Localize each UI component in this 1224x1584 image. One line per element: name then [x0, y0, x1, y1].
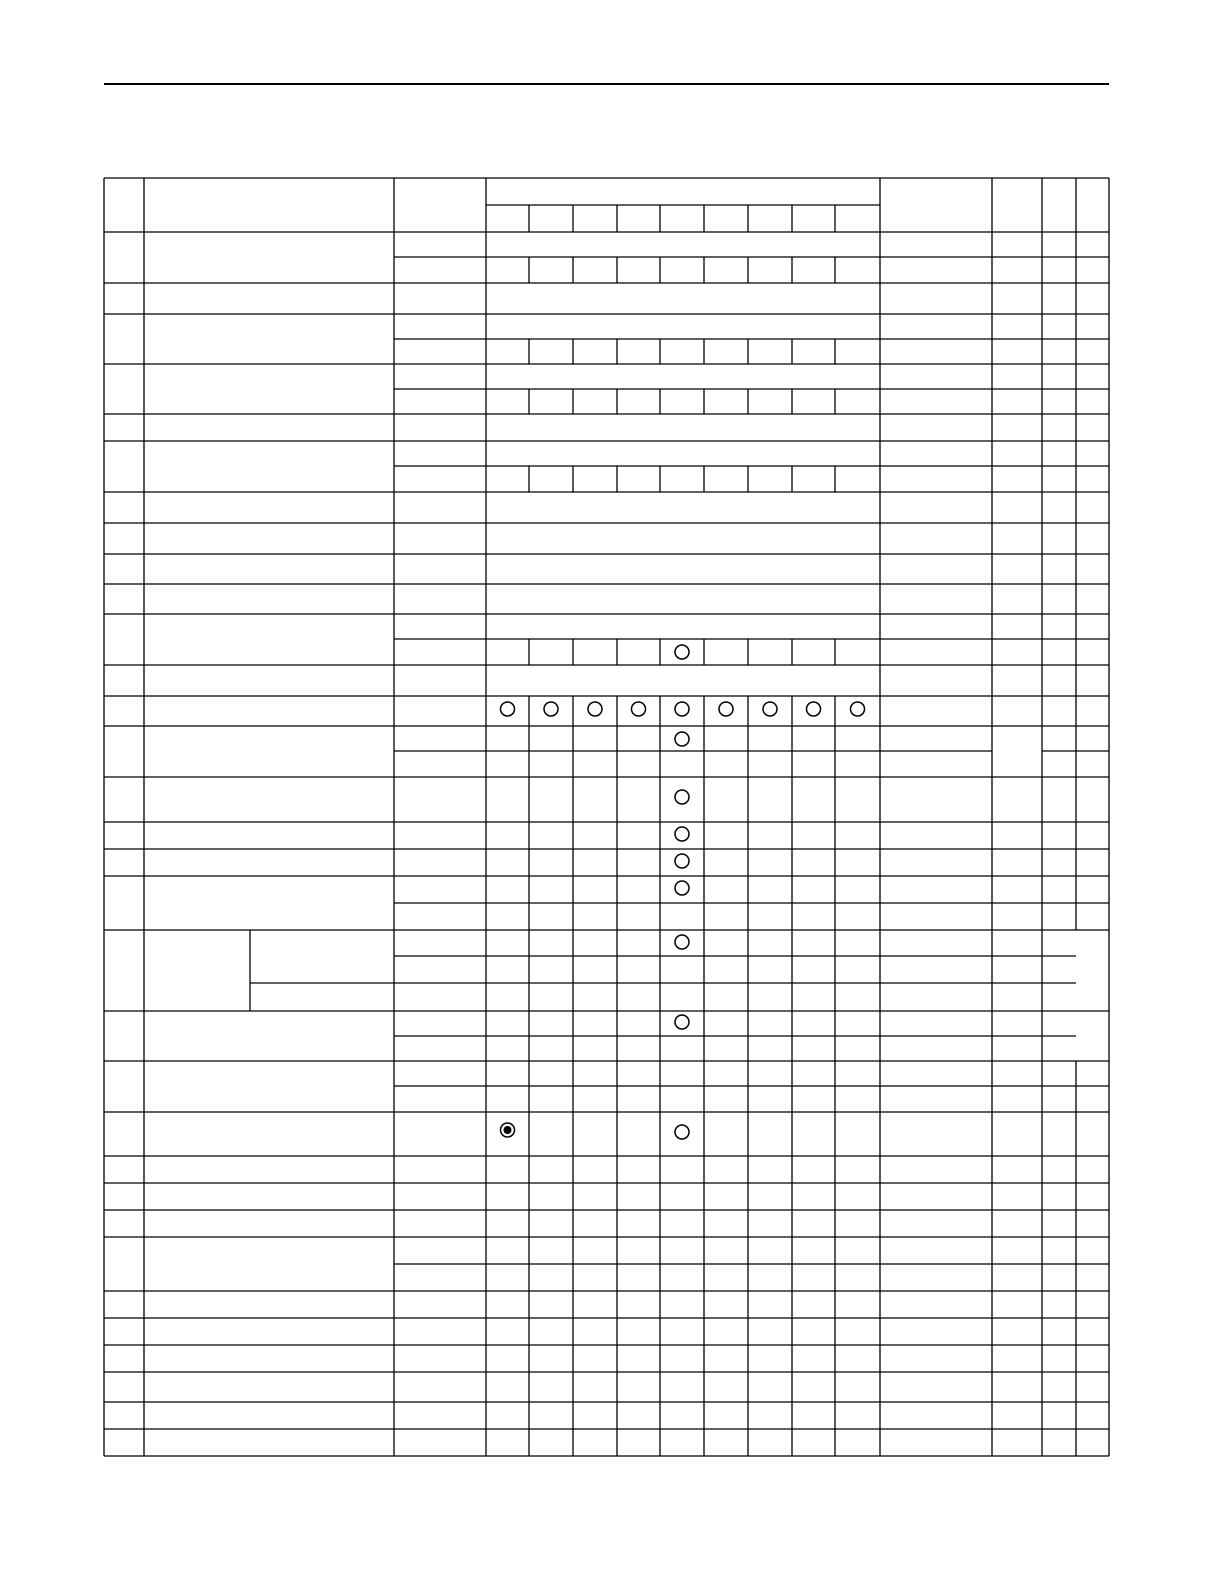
open-circle-mark — [544, 702, 558, 716]
open-circle-mark — [632, 702, 646, 716]
open-circle-mark — [807, 702, 821, 716]
filled-circle-dot — [504, 1126, 512, 1134]
open-circle-mark — [675, 790, 689, 804]
open-circle-mark — [501, 702, 515, 716]
open-circle-mark — [851, 702, 865, 716]
open-circle-mark — [588, 702, 602, 716]
open-circle-mark — [675, 935, 689, 949]
open-circle-mark — [675, 1125, 689, 1139]
open-circle-mark — [675, 881, 689, 895]
open-circle-mark — [719, 702, 733, 716]
open-circle-mark — [675, 827, 689, 841]
open-circle-mark — [675, 732, 689, 746]
open-circle-mark — [763, 702, 777, 716]
open-circle-mark — [675, 645, 689, 659]
open-circle-mark — [675, 1015, 689, 1029]
open-circle-mark — [675, 702, 689, 716]
open-circle-mark — [675, 854, 689, 868]
